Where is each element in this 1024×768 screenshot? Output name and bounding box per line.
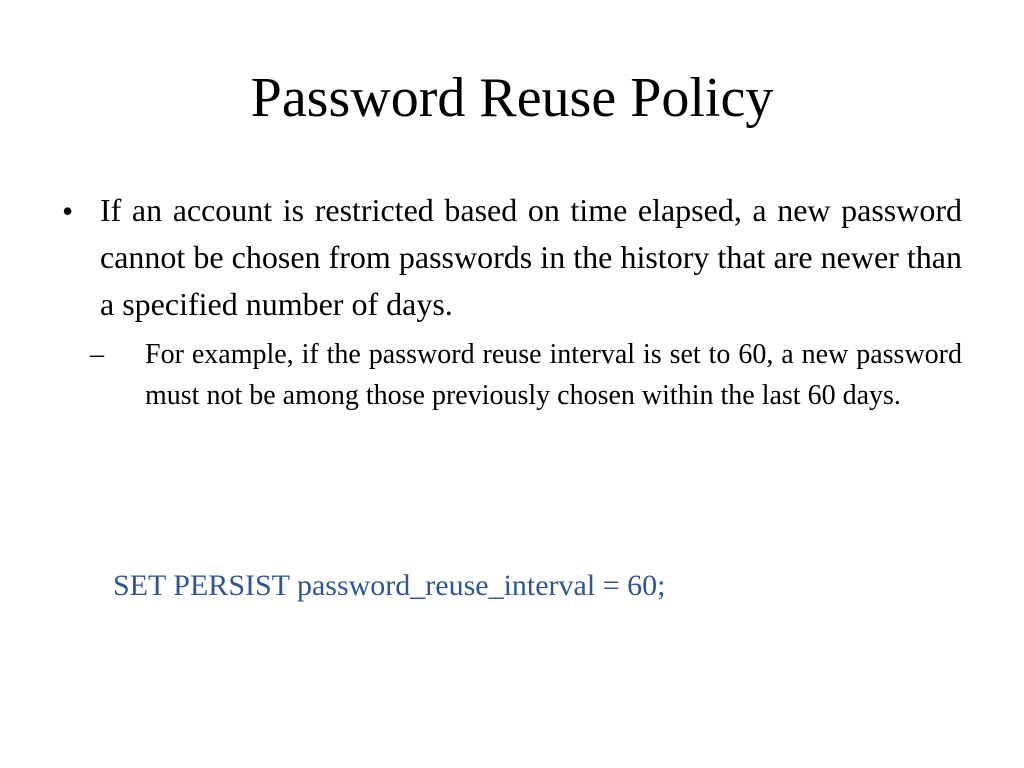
sub-bullet-marker: – (90, 339, 104, 370)
slide-title: Password Reuse Policy (250, 67, 774, 129)
bullet-item (62, 187, 962, 328)
bullet-marker: • (62, 193, 74, 229)
sub-bullet-text: For example, if the password reuse interval is set to 60, a new password must not be among those previously chosen within the last 60 days. (145, 339, 962, 411)
sub-bullet-item (90, 334, 962, 416)
bullet-text: If an account is restricted based on time elapsed, a new password cannot be chosen from passwords in the history that are newer than a specified number of days. (100, 192, 962, 322)
code-statement: SET PERSIST password_reuse_interval = 60; (113, 569, 666, 602)
bullet-list (62, 187, 962, 416)
